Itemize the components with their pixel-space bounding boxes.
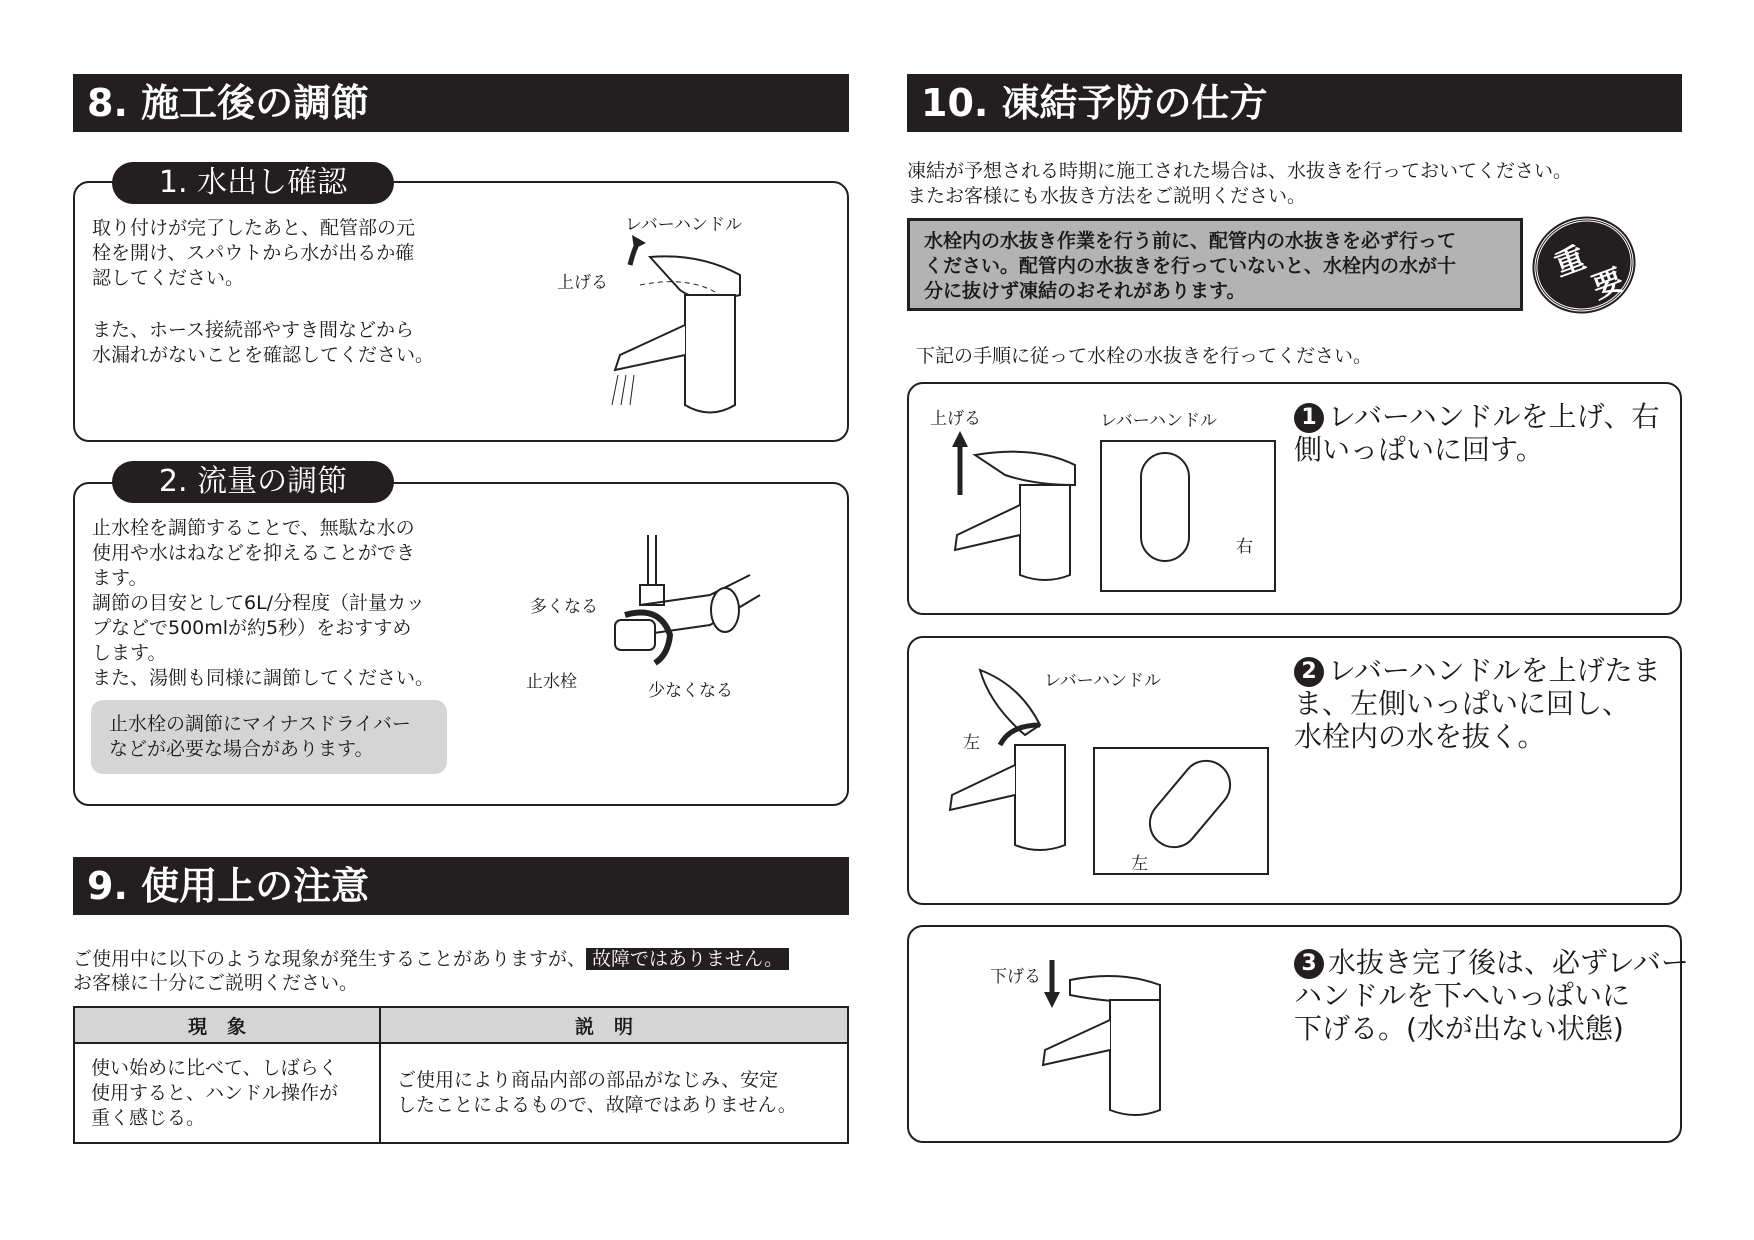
- section-9-title: 9. 使用上の注意: [73, 857, 849, 915]
- warning-box: 水栓内の水抜き作業を行う前に、配管内の水抜きを必ず行って ください。配管内の水抜きを行っていないと、水栓内の水が十 分に抜けず凍結のおそれがあります。: [907, 218, 1523, 311]
- left-label-inset: 左: [1131, 854, 1148, 874]
- section-8-title: 8. 施工後の調節: [73, 74, 849, 132]
- raise-label: 上げる: [930, 409, 981, 429]
- important-badge: [1521, 205, 1646, 326]
- more-label: 多くなる: [530, 597, 598, 617]
- section-10-title: 10. 凍結予防の仕方: [907, 74, 1682, 132]
- lever-handle-label: レバーハンドル: [1044, 671, 1161, 691]
- not-a-fault-highlight: 故障ではありません。: [586, 948, 789, 970]
- badge-char-1: 重: [1550, 240, 1591, 284]
- flow-adjust-title: 2. 流量の調節: [112, 461, 394, 503]
- explanation-cell: ご使用により商品内部の部品がなじみ、安定 したことによるもので、故障ではありません。: [380, 1043, 848, 1143]
- table-row: [74, 1043, 848, 1143]
- step-instruction: レバーハンドルを上げ、右 側いっぱいに回す。: [1294, 400, 1660, 466]
- lever-handle-label: レバーハンドル: [625, 215, 742, 235]
- step-1-text: [1294, 400, 1660, 466]
- right-label: 右: [1236, 537, 1253, 557]
- procedure-lead: 下記の手順に従って水栓の水抜きを行ってください。: [916, 345, 1373, 367]
- stop-valve-illustration: [600, 535, 770, 685]
- faucet-step-2: [940, 665, 1090, 860]
- faucet-step-1: [945, 425, 1095, 585]
- flow-adjust-note: 止水栓の調節にマイナスドライバー などが必要な場合があります。: [91, 700, 447, 774]
- handle-top-view: [1140, 452, 1190, 562]
- badge-char-2: 要: [1588, 262, 1629, 307]
- handle-top-view: [1139, 750, 1242, 859]
- less-label: 少なくなる: [648, 681, 733, 701]
- faucet-step-3: [1040, 950, 1180, 1120]
- water-check-text-2: また、ホース接続部やすき間などから 水漏れがないことを確認してください。: [92, 319, 435, 366]
- left-label: 左: [963, 733, 980, 753]
- faucet-illustration: [600, 235, 760, 425]
- step-3-text: [1294, 946, 1689, 1045]
- header-phenomenon: 現象: [74, 1007, 380, 1043]
- detail-inset: [1100, 440, 1276, 592]
- step-number: 3: [1294, 949, 1324, 979]
- raise-label: 上げる: [557, 273, 608, 293]
- lower-label: 下げる: [990, 967, 1041, 987]
- water-check-text-1: 取り付けが完了したあと、配管部の元 栓を開け、スパウトから水が出るか確 認してください。: [92, 217, 416, 289]
- usage-note-line-2: お客様に十分にご説明ください。: [73, 972, 359, 994]
- flow-adjust-text: 止水栓を調節することで、無駄な水の 使用や水はねなどを抑えることができ ます。 調節の目安として6L/分程度（計量カッ プなどで500mlが約5秒）をおすすめ します。 また、湯側も同様に調節してください。: [92, 517, 435, 689]
- stop-valve-label: 止水栓: [526, 672, 577, 692]
- step-number: 1: [1294, 403, 1324, 433]
- step-instruction: レバーハンドルを上げたま ま、左側いっぱいに回し、 水栓内の水を抜く。: [1294, 654, 1661, 753]
- step-number: 2: [1294, 657, 1324, 687]
- water-check-title: 1. 水出し確認: [112, 162, 394, 204]
- step-instruction: 水抜き完了後は、必ずレバー ハンドルを下へいっぱいに 下げる。(水が出ない状態): [1294, 946, 1689, 1045]
- phenomenon-cell: 使い始めに比べて、しばらく 使用すると、ハンドル操作が 重く感じる。: [74, 1043, 380, 1143]
- usage-note-line-1: [73, 947, 789, 972]
- freeze-intro: 凍結が予想される時期に施工された場合は、水抜きを行っておいてください。 またお客様にも水抜き方法をご説明ください。: [907, 160, 1573, 207]
- usage-note-intro: ご使用中に以下のような現象が発生することがありますが、: [73, 948, 587, 970]
- phenomena-table: [73, 1006, 849, 1144]
- lever-handle-label: レバーハンドル: [1100, 411, 1217, 431]
- step-2-text: [1294, 654, 1661, 753]
- header-explanation: 説明: [380, 1007, 848, 1043]
- detail-inset: [1093, 747, 1269, 875]
